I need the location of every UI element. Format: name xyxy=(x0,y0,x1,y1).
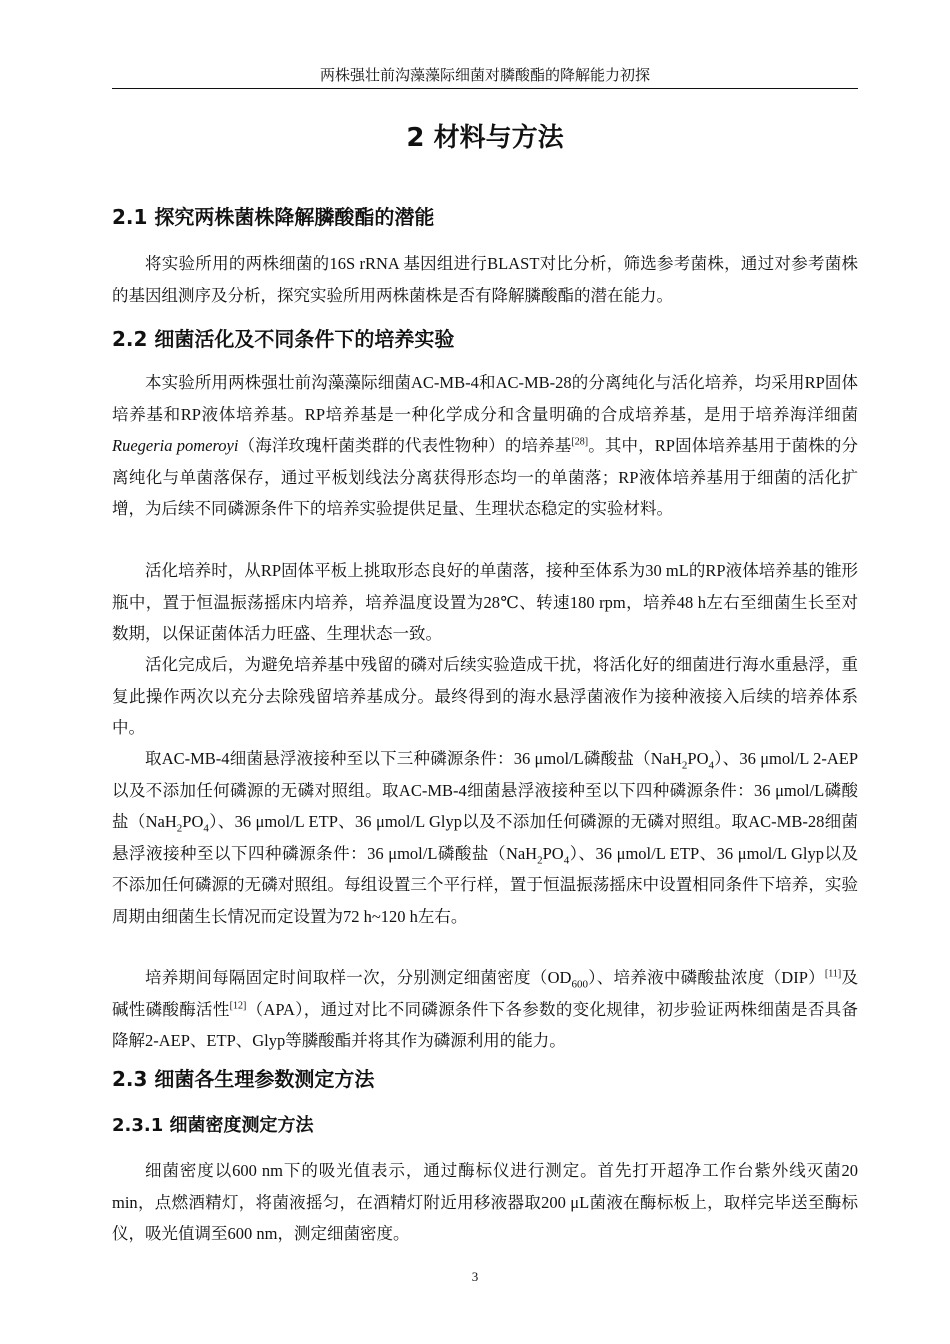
citation-12: [12] xyxy=(229,1000,247,1011)
page-number: 3 xyxy=(471,1269,479,1284)
header-rule xyxy=(112,88,858,89)
section-2-2-paragraph-4: 取AC-MB-4细菌悬浮液接种至以下三种磷源条件：36 μmol/L磷酸盐$(NaH_2PO_4)$、36 μmol/L 2-AEP以及不添加任何磷源的无磷对照组。取AC-MB-4细菌悬浮液接种至以下四种磷源条件：36 μmol/L磷酸盐$(NaH_2PO_4)$、36 μmol/L ETP、36 μmol/L Glyp以及不添加任何磷源的无磷对照组。取AC-MB-28细菌悬浮液接种至以下四种磷源条件：36 μmol/L磷酸盐$(NaH_2PO_4)$、36 μmol/L ETP、36 μmol/L Glyp以及不添加任何磷源的无磷对照组。每组设置三个平行样，置于恒温振荡摇床中设置相同条件下培养，实验周期由细菌生长情况而定设置为72 h~120 h左右。 xyxy=(112,749,859,926)
section-2-1-title: 2.1 探究两株菌株降解膦酸酯的潜能 xyxy=(112,205,435,229)
citation-28: [28] xyxy=(571,436,589,448)
chapter-title: 2 材料与方法 xyxy=(406,123,564,153)
section-2-3-1-paragraph: 细菌密度以600 nm下的吸光值表示，通过酶标仪进行测定。首先打开超净工作台紫外线灭菌20 min，点燃酒精灯，将菌液摇匀，在酒精灯附近用移液器取200 μL菌液在酶标板上，取样完毕送至酶标仪，吸光值调至600 nm，测定细菌密度。 xyxy=(112,1161,858,1243)
section-2-2-paragraph-1: 本实验所用两株强壮前沟藻藻际细菌AC-MB-4和AC-MB-28的分离纯化与活化培养，均采用RP固体培养基和RP液体培养基。RP培养基是一种化学成分和含量明确的合成培养基，是用于培养海洋细菌 Ruegeria pomeroyi（海洋玫瑰杆菌类群的代表性物种）的培养基[28]。其中，RP固体培养基用于菌株的分离纯化与单菌落保存，通过平板划线法分离获得形态均一的单菌落；RP液体培养基用于细菌的活化扩增，为后续不同磷源条件下的培养实验提供足量、生理状态稳定的实验材料。 xyxy=(112,373,859,518)
section-2-2-paragraph-5: 培养期间每隔固定时间取样一次，分别测定细菌密度$(OD_{600})$、培养液中磷酸盐浓度（DIP）[11]及碱性磷酸酶活性[12]（APA），通过对比不同磷源条件下各参数的变化规律，初步验证两株细菌是否具备降解2-AEP、ETP、Glyp等膦酸酯并将其作为磷源利用的能力。 xyxy=(112,968,859,1050)
section-2-3-1-title: 2.3.1 细菌密度测定方法 xyxy=(112,1115,314,1136)
section-2-2-paragraph-3: 活化完成后，为避免培养基中残留的磷对后续实验造成干扰，将活化好的细菌进行海水重悬浮，重复此操作两次以充分去除残留培养基成分。最终得到的海水悬浮菌液作为接种液接入后续的培养体系中。 xyxy=(112,655,858,737)
running-header: 两株强壮前沟藻藻际细菌对膦酸酯的降解能力初探 xyxy=(319,68,650,84)
section-2-3-title: 2.3 细菌各生理参数测定方法 xyxy=(112,1067,375,1091)
citation-11: [11] xyxy=(824,968,842,980)
section-2-2-title: 2.2 细菌活化及不同条件下的培养实验 xyxy=(112,327,455,351)
section-2-2-paragraph-2: 活化培养时，从RP固体平板上挑取形态良好的单菌落，接种至体系为30 mL的RP液体培养基的锥形瓶中，置于恒温振荡摇床内培养，培养温度设置为28℃、转速180 rpm，培养48 h左右至细菌生长至对数期，以保证菌体活力旺盛、生理状态一致。 xyxy=(112,561,858,643)
species-name: Ruegeria pomeroyi xyxy=(112,436,239,455)
section-2-1-paragraph: 将实验所用的两株细菌的16S rRNA 基因组进行BLAST对比分析，筛选参考菌株，通过对参考菌株的基因组测序及分析，探究实验所用两株菌株是否有降解膦酸酯的潜在能力。 xyxy=(112,254,858,305)
